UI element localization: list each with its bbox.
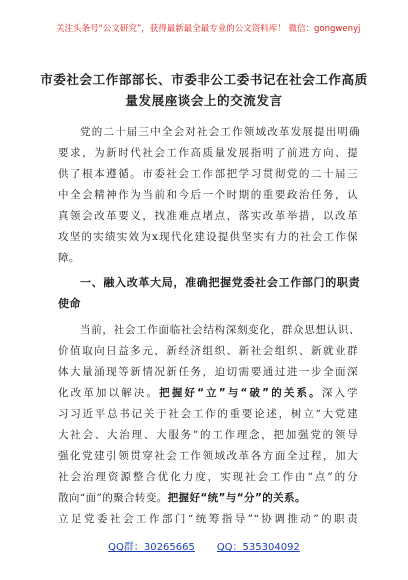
key-point-tong-fen: 把握好“统”与“分”的关系。 <box>167 492 306 504</box>
paragraph-2-text: 化改革加以解决。 <box>58 387 160 399</box>
paragraph-1-line: 攻坚的实绩实效为x现代化建设提供坚实有力的社会工作保 <box>58 231 358 243</box>
paragraph-1-line: 要求，为新时代社会工作高质量发展指明了前进方向、提 <box>58 147 358 159</box>
paragraph-2-line: 习习近平总书记关于社会工作的重要论述，树立“大党建 <box>58 408 358 420</box>
section-heading-1-line-1: 一、融入改革大局，准确把握党委社会工作部门的职责 <box>80 276 360 289</box>
paragraph-1-line: 中全会精神作为当前和今后一个时期的重要政治任务，认 <box>58 189 358 201</box>
document-title-line-2: 量发展座谈会上的交流发言 <box>125 93 283 108</box>
header-banner: 关注头条号“公文研究”，获得最新最全最专业的公文资料库！ 微信：gongwenyj <box>56 24 361 34</box>
paragraph-1-line: 供了根本遵循。市委社会工作部把学习贯彻党的二十届三 <box>58 168 358 180</box>
paragraph-2-line <box>58 490 358 505</box>
footer-qq[interactable]: QQ：535304092 <box>216 542 300 553</box>
footer-contact <box>0 538 408 553</box>
paragraph-2-line: 价值取向日益多元，新经济组织、新社会组织、新就业群 <box>58 345 358 357</box>
paragraph-2-line <box>58 385 358 400</box>
paragraph-2-line: 强化党建引领贯穿社会工作领域改革各方面全过程，加大 <box>58 450 358 462</box>
footer-qq-group[interactable]: QQ群：30265665 <box>108 542 195 553</box>
paragraph-2-line: 社会治理资源整合优化力度，实现社会工作由“点”的分 <box>58 471 358 483</box>
paragraph-1-line: 真领会改革要义，找准难点堵点，落实改革举措，以改革 <box>58 210 358 222</box>
key-point-li-po: 把握好“立”与“破”的关系。 <box>159 387 322 399</box>
paragraph-2-text: 散向“面”的聚合转变。 <box>58 492 168 504</box>
paragraph-2-line: 立足党委社会工作部门“统筹指导”“协调推动”的职责 <box>58 513 358 525</box>
paragraph-2-text: 深入学 <box>321 387 359 399</box>
paragraph-1-line: 障。 <box>58 252 80 264</box>
paragraph-2-line: 当前，社会工作面临社会结构深刻变化，群众思想认识、 <box>80 324 360 336</box>
paragraph-1-line: 党的二十届三中全会对社会工作领域改革发展提出明确 <box>80 126 360 138</box>
paragraph-2-line: 大社会、大治理、大服务”的工作理念，把加强党的领导 <box>58 429 358 441</box>
document-title-line-1: 市委社会工作部部长、市委非公工委书记在社会工作高质 <box>40 72 368 87</box>
section-heading-1-line-2: 使命 <box>58 297 81 310</box>
paragraph-2-line: 体大量涌现等新情况新任务，迫切需要通过进一步全面深 <box>58 366 358 378</box>
